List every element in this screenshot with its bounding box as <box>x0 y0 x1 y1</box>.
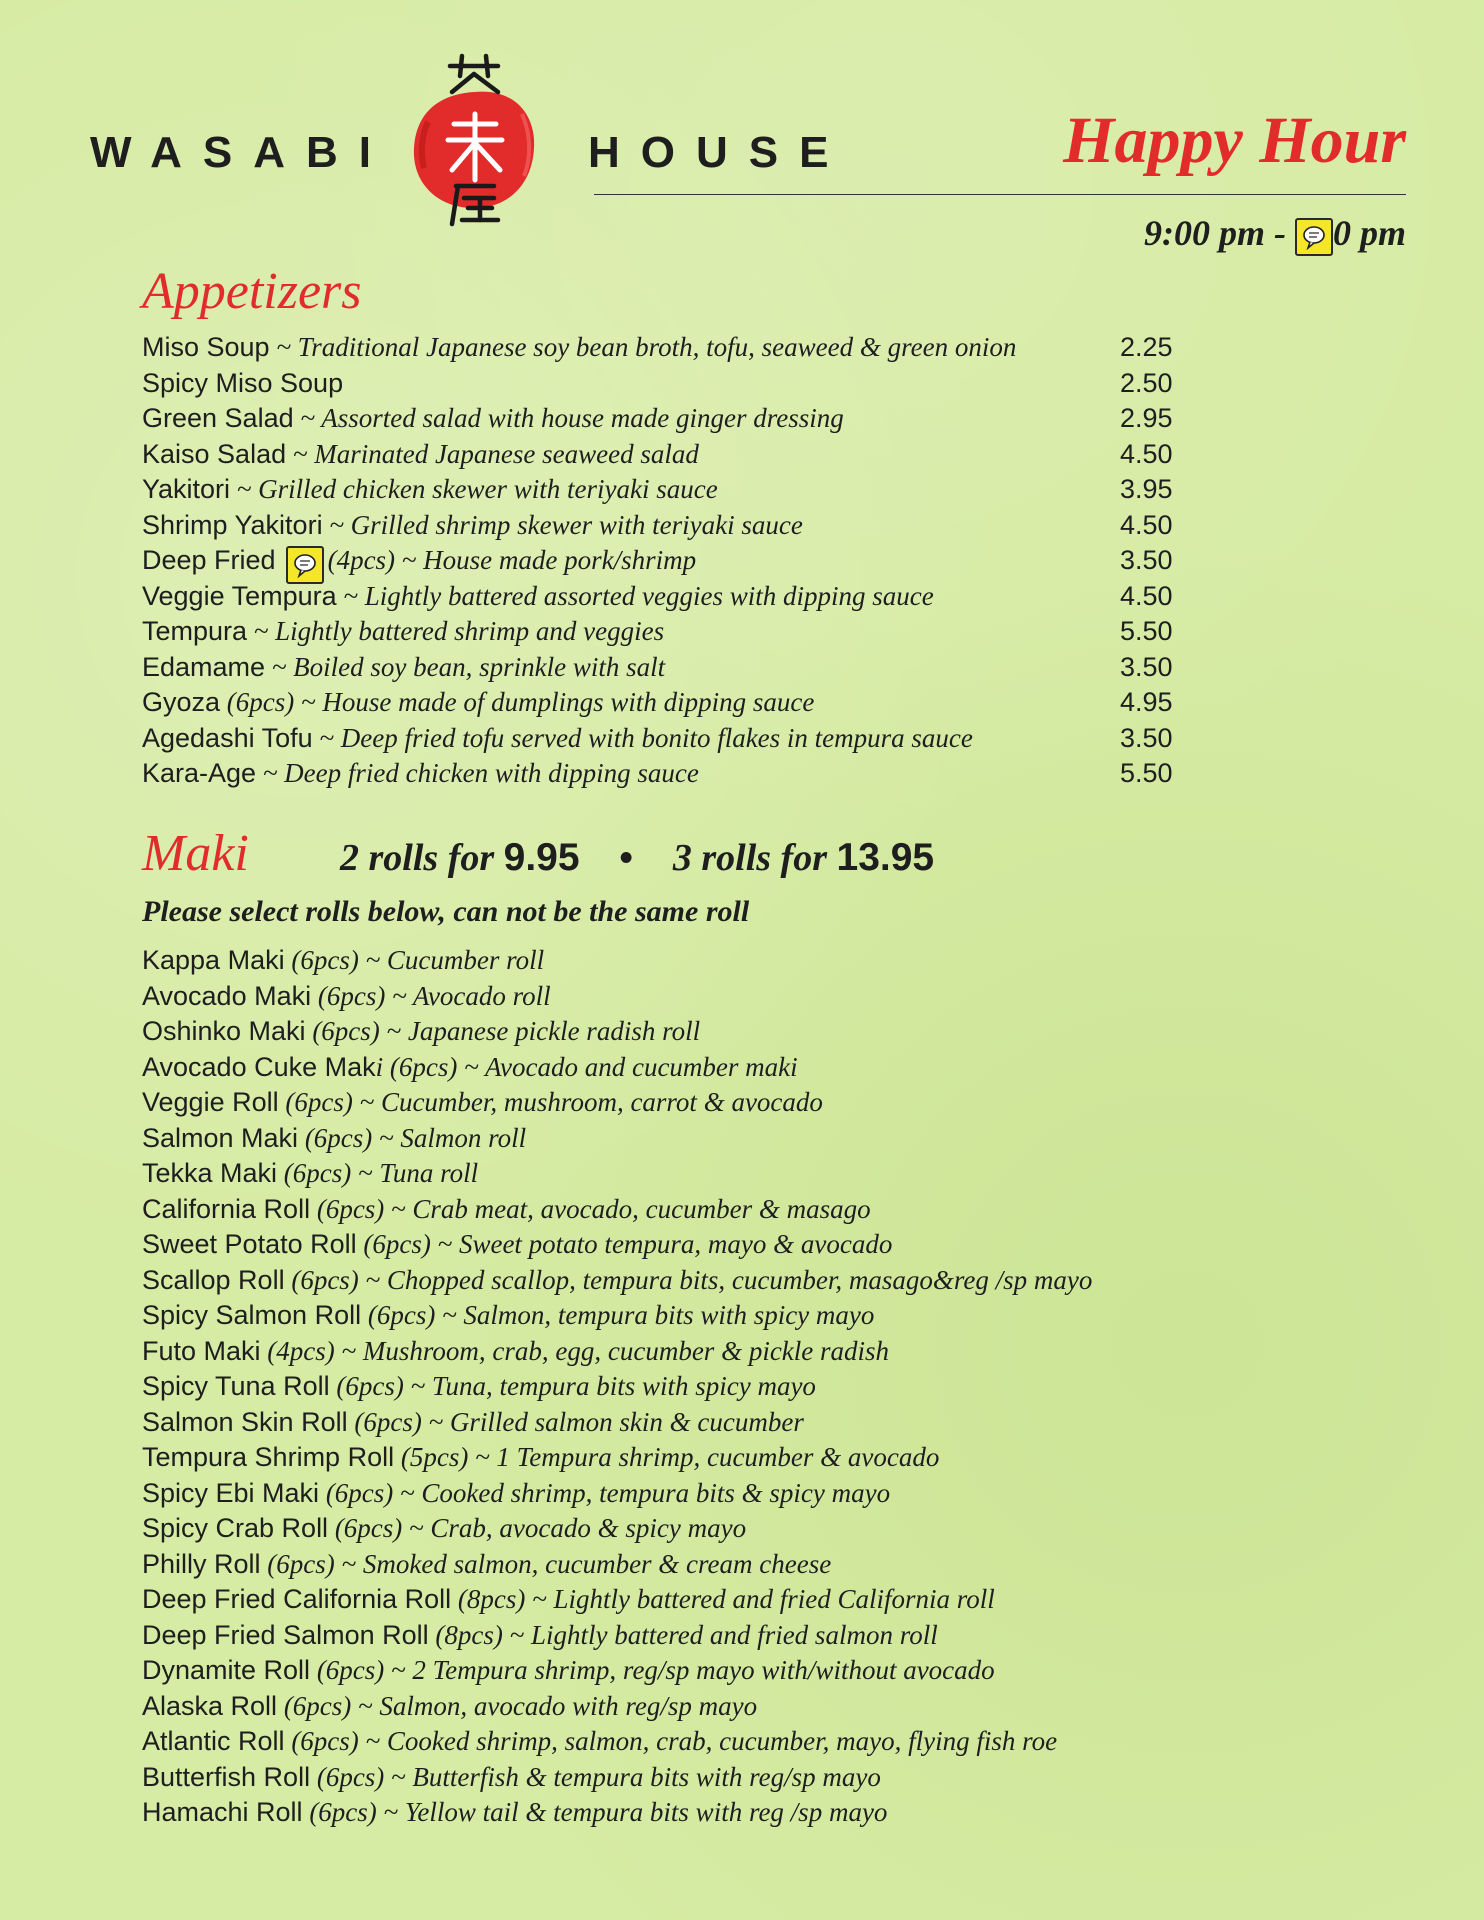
maki-deal <box>340 836 934 880</box>
maki-item-row <box>142 1298 1092 1334</box>
item-name: Kappa Maki <box>142 945 285 975</box>
comment-note-icon[interactable] <box>1295 218 1333 256</box>
maki-item-row <box>142 1121 1092 1157</box>
item-name: Green Salad <box>142 403 294 433</box>
maki-item-row <box>142 1511 1092 1547</box>
item-description: (6pcs) ~ Crab, avocado & spicy mayo <box>328 1513 747 1543</box>
item-description: ~ Lightly battered assorted veggies with dipping sauce <box>336 580 934 611</box>
item-description: ~ Lightly battered shrimp and veggies <box>247 616 665 646</box>
menu-item-row <box>142 685 1173 721</box>
item-name: Atlantic Roll <box>142 1726 285 1756</box>
item-description: (6pcs) ~ Cucumber, mushroom, carrot & avocado <box>278 1087 823 1117</box>
menu-item-row <box>142 614 1173 650</box>
item-price: 2.25 <box>1120 332 1173 362</box>
item-name: Avocado Maki <box>142 980 312 1011</box>
restaurant-logo <box>404 52 544 228</box>
item-name: Tempura <box>142 616 248 646</box>
item-description: (8pcs) ~ Lightly battered and fried salmon roll <box>428 1619 938 1650</box>
item-name: California Roll <box>142 1193 311 1224</box>
maki-item-row <box>142 1440 1092 1476</box>
item-description: ~ Assorted salad with house made ginger dressing <box>293 403 844 433</box>
item-description: (6pcs) ~ Cooked shrimp, tempura bits & spicy mayo <box>319 1477 891 1508</box>
item-price: 2.95 <box>1120 403 1173 433</box>
item-description: (6pcs) ~ Butterfish & tempura bits with reg/sp mayo <box>310 1761 881 1792</box>
item-name: Shrimp Yakitori <box>142 509 323 540</box>
item-price: 5.50 <box>1120 758 1173 788</box>
item-price: 3.50 <box>1120 545 1173 575</box>
item-description: (6pcs) ~ Yellow tail & tempura bits with reg /sp mayo <box>302 1797 888 1827</box>
item-description: (6pcs) ~ Cooked shrimp, salmon, crab, cucumber, mayo, flying fish roe <box>284 1726 1058 1756</box>
deal-separator: • <box>619 837 633 879</box>
item-description: (6pcs) ~ Japanese pickle radish roll <box>305 1016 701 1046</box>
brand-name-right: HOUSE <box>588 128 850 177</box>
item-name: Futo Maki <box>142 1335 261 1366</box>
menu-item-row <box>142 472 1173 508</box>
maki-item-row <box>142 979 1092 1015</box>
deal-3-text: 3 rolls for <box>672 837 837 879</box>
item-description: ~ Deep fried tofu served with bonito flakes in tempura sauce <box>312 722 973 753</box>
item-name: Spicy Miso Soup <box>142 367 344 398</box>
maki-item-row <box>142 1689 1092 1725</box>
item-price: 4.50 <box>1120 580 1173 611</box>
deal-3-price: 13.95 <box>836 836 935 879</box>
item-description: (6pcs) ~ Smoked salmon, cucumber & cream cheese <box>260 1548 832 1579</box>
deal-2-text: 2 rolls for <box>340 837 504 879</box>
maki-item-row <box>142 1085 1092 1121</box>
maki-item-row <box>142 1050 1092 1086</box>
deal-2-price: 9.95 <box>503 836 580 879</box>
brand-name-left: WASABI <box>90 128 392 177</box>
item-name: Veggie Roll <box>142 1087 279 1117</box>
item-name: Avocado Cuke Mak <box>142 1051 376 1082</box>
maki-item-row <box>142 1263 1092 1299</box>
item-description: ~ Grilled chicken skewer with teriyaki sauce <box>230 474 718 504</box>
menu-item-row <box>142 330 1173 366</box>
happy-hour-time-end: 0 pm <box>1332 213 1406 253</box>
maki-item-row <box>142 1618 1092 1654</box>
appetizer-list <box>142 330 1173 792</box>
item-price: 3.95 <box>1120 474 1173 504</box>
item-name: Spicy Crab Roll <box>142 1513 329 1543</box>
item-name: Deep Fried California Roll <box>142 1584 452 1614</box>
item-description: (6pcs) ~ Sweet potato tempura, mayo & avocado <box>356 1229 893 1259</box>
menu-item-row <box>142 366 1173 402</box>
item-description: (4pcs) ~ House made pork/shrimp <box>327 545 697 575</box>
item-description: ~ Grilled shrimp skewer with teriyaki sauce <box>322 509 803 540</box>
menu-item-row <box>142 579 1173 615</box>
item-description: (8pcs) ~ Lightly battered and fried California roll <box>451 1584 995 1614</box>
menu-item-row <box>142 721 1173 757</box>
item-name: Veggie Tempura <box>142 580 337 611</box>
maki-item-row <box>142 1653 1092 1689</box>
happy-hour-title: Happy Hour <box>1063 104 1406 177</box>
maki-list <box>142 943 1092 1831</box>
item-price: 2.50 <box>1120 367 1173 398</box>
item-description: (6pcs) ~ Salmon, tempura bits with spicy mayo <box>361 1300 875 1330</box>
item-name: Salmon Skin Roll <box>142 1406 348 1437</box>
item-description: (6pcs) ~ Avocado roll <box>311 980 551 1011</box>
item-name: Spicy Tuna Roll <box>142 1371 330 1401</box>
item-name: Hamachi Roll <box>142 1797 303 1827</box>
menu-item-row <box>142 756 1173 792</box>
item-description: (6pcs) ~ Cucumber roll <box>284 945 545 975</box>
header-divider <box>594 194 1406 195</box>
item-description: (6pcs) ~ Tuna roll <box>277 1158 479 1188</box>
menu-item-row <box>142 437 1173 473</box>
maki-item-row <box>142 1192 1092 1228</box>
item-description: (4pcs) ~ Mushroom, crab, egg, cucumber & pickle radish <box>260 1335 890 1366</box>
item-name: Tekka Maki <box>142 1158 278 1188</box>
item-name: Kaiso Salad <box>142 438 287 469</box>
item-description: (6pcs) ~ House made of dumplings with dipping sauce <box>220 687 815 717</box>
item-description: ~ Marinated Japanese seaweed salad <box>286 438 699 469</box>
item-price: 5.50 <box>1120 616 1173 646</box>
maki-item-row <box>142 1156 1092 1192</box>
item-name: Scallop Roll <box>142 1264 285 1295</box>
item-description: (6pcs) ~ Tuna, tempura bits with spicy mayo <box>329 1371 816 1401</box>
maki-section-title: Maki <box>142 825 249 882</box>
maki-selection-note: Please select rolls below, can not be the same roll <box>142 895 750 928</box>
item-name: Yakitori <box>142 474 231 504</box>
item-name: Spicy Salmon Roll <box>142 1300 362 1330</box>
maki-item-row <box>142 943 1092 979</box>
item-name: Agedashi Tofu <box>142 722 313 753</box>
item-name: Spicy Ebi Maki <box>142 1477 320 1508</box>
item-description: (5pcs) ~ 1 Tempura shrimp, cucumber & avocado <box>394 1442 940 1472</box>
item-name: Kara-Age <box>142 758 257 788</box>
item-price: 4.50 <box>1120 509 1173 540</box>
item-price: 3.50 <box>1120 651 1173 682</box>
maki-item-row <box>142 1795 1092 1831</box>
maki-item-row <box>142 1369 1092 1405</box>
happy-hour-time-start: 9:00 pm - <box>1144 213 1295 253</box>
maki-item-row <box>142 1014 1092 1050</box>
menu-item-row <box>142 508 1173 544</box>
appetizers-section-title: Appetizers <box>142 263 362 320</box>
maki-item-row <box>142 1724 1092 1760</box>
item-name: Tempura Shrimp Roll <box>142 1442 395 1472</box>
maki-item-row <box>142 1227 1092 1263</box>
menu-item-row <box>142 650 1173 686</box>
item-name: Philly Roll <box>142 1548 261 1579</box>
item-name: Salmon Maki <box>142 1122 299 1153</box>
item-name: Deep Fried <box>142 545 276 575</box>
item-price: 4.50 <box>1120 438 1173 469</box>
maki-item-row <box>142 1760 1092 1796</box>
item-name: Dynamite Roll <box>142 1655 311 1685</box>
item-name: Sweet Potato Roll <box>142 1229 357 1259</box>
item-description: (6pcs) ~ Salmon, avocado with reg/sp mayo <box>277 1690 758 1721</box>
menu-item-row <box>142 401 1173 437</box>
maki-item-row <box>142 1334 1092 1370</box>
item-description: ~ Deep fried chicken with dipping sauce <box>256 758 699 788</box>
item-name: Gyoza <box>142 687 221 717</box>
item-name: Deep Fried Salmon Roll <box>142 1619 429 1650</box>
item-description: (6pcs) ~ Grilled salmon skin & cucumber <box>347 1406 804 1437</box>
item-name: Edamame <box>142 651 266 682</box>
maki-item-row <box>142 1476 1092 1512</box>
item-name: Alaska Roll <box>142 1690 278 1721</box>
item-description: ~ Boiled soy bean, sprinkle with salt <box>265 651 666 682</box>
item-description: (6pcs) ~ Chopped scallop, tempura bits, cucumber, masago&reg /sp mayo <box>284 1264 1093 1295</box>
item-description: ~ Traditional Japanese soy bean broth, tofu, seaweed & green onion <box>269 332 1017 362</box>
item-description: i (6pcs) ~ Avocado and cucumber maki <box>375 1051 798 1082</box>
item-price: 4.95 <box>1120 687 1173 717</box>
item-name: Oshinko Maki <box>142 1016 306 1046</box>
menu-item-row <box>142 543 1173 579</box>
maki-item-row <box>142 1582 1092 1618</box>
item-price: 3.50 <box>1120 722 1173 753</box>
item-name: Butterfish Roll <box>142 1761 311 1792</box>
item-description: (6pcs) ~ Salmon roll <box>298 1122 527 1153</box>
item-name: Miso Soup <box>142 332 270 362</box>
item-description: (6pcs) ~ Crab meat, avocado, cucumber & masago <box>310 1193 871 1224</box>
happy-hour-time <box>1144 212 1406 256</box>
maki-item-row <box>142 1547 1092 1583</box>
maki-item-row <box>142 1405 1092 1441</box>
item-description: (6pcs) ~ 2 Tempura shrimp, reg/sp mayo with/without avocado <box>310 1655 995 1685</box>
